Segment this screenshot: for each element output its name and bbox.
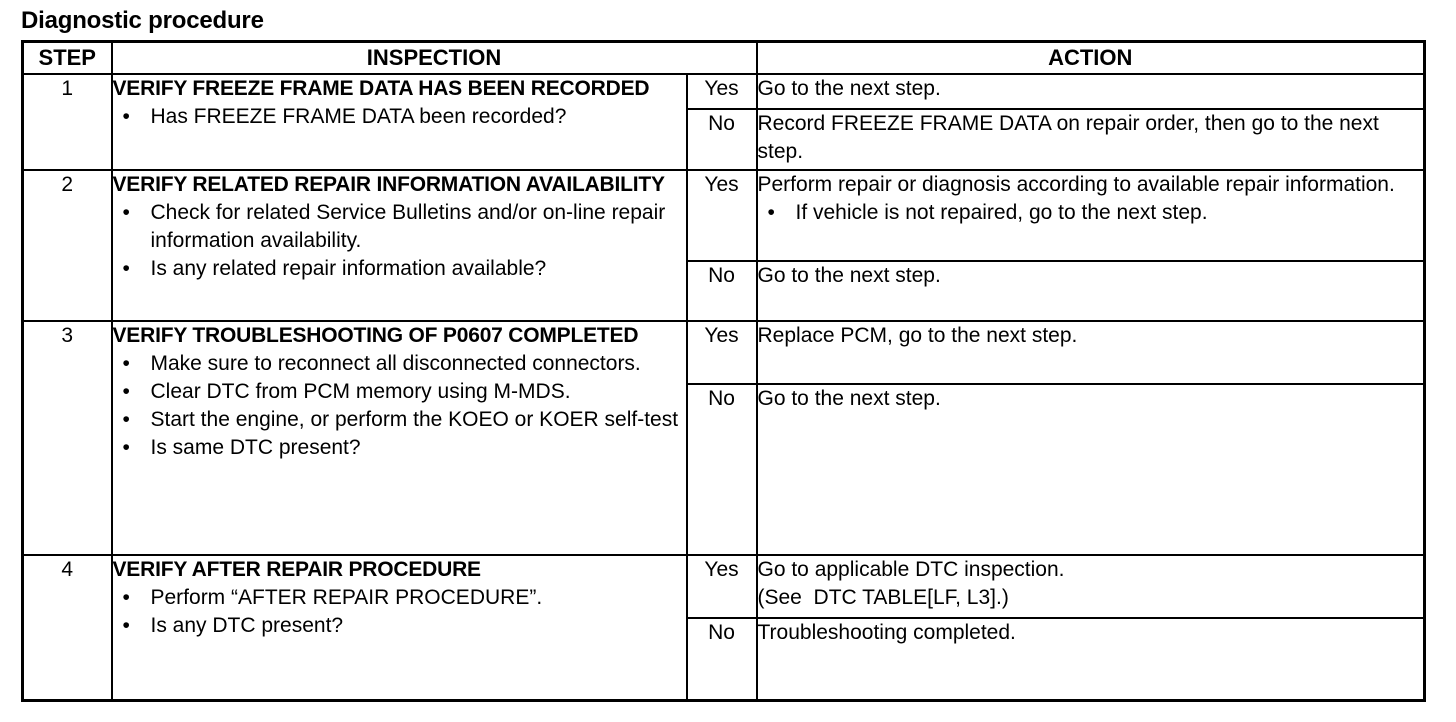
action-yes — [757, 170, 1425, 261]
inspection-heading: VERIFY RELATED REPAIR INFORMATION AVAILABILITY — [112, 172, 665, 196]
list-item: • Make sure to reconnect all disconnected connectors. — [113, 350, 686, 378]
action-no: Go to the next step. — [757, 261, 1425, 322]
action-yes: Replace PCM, go to the next step. — [757, 321, 1425, 384]
header-inspection: INSPECTION — [112, 42, 757, 75]
answer-yes: Yes — [687, 170, 757, 261]
table-row — [23, 170, 1425, 261]
action-yes: Go to the next step. — [757, 74, 1425, 109]
inspection-cell — [112, 74, 687, 170]
answer-no: No — [687, 618, 757, 701]
action-no: Record FREEZE FRAME DATA on repair order, then go to the next step. — [757, 109, 1425, 170]
header-row — [23, 42, 1425, 75]
answer-yes: Yes — [687, 74, 757, 109]
action-no: Troubleshooting completed. — [757, 618, 1425, 701]
answer-no: No — [687, 384, 757, 556]
step-number: 2 — [23, 170, 112, 321]
inspection-bullets — [113, 103, 686, 131]
step-number: 1 — [23, 74, 112, 170]
table-row — [23, 555, 1425, 618]
inspection-bullets — [113, 350, 686, 462]
action-reference: (See DTC TABLE[LF, L3].) — [757, 586, 1009, 610]
table-row — [23, 321, 1425, 384]
list-item: • Is any related repair information available? — [113, 255, 686, 283]
answer-yes: Yes — [687, 321, 757, 384]
step-number: 4 — [23, 555, 112, 700]
answer-no: No — [687, 261, 757, 322]
list-item: • Clear DTC from PCM memory using M-MDS. — [113, 378, 686, 406]
inspection-bullets — [113, 584, 686, 640]
inspection-heading: VERIFY FREEZE FRAME DATA HAS BEEN RECORDED — [112, 77, 650, 100]
step-number: 3 — [23, 321, 112, 555]
inspection-heading: VERIFY AFTER REPAIR PROCEDURE — [112, 558, 481, 582]
list-item: • If vehicle is not repaired, go to the next step. — [758, 199, 1424, 227]
answer-yes: Yes — [687, 555, 757, 618]
list-item: • Is any DTC present? — [113, 612, 686, 640]
page-title: Diagnostic procedure — [21, 7, 264, 34]
inspection-heading: VERIFY TROUBLESHOOTING OF P0607 COMPLETED — [112, 324, 639, 348]
action-text: Perform repair or diagnosis according to available repair information. — [757, 172, 1395, 196]
diagnostic-procedure-table — [21, 40, 1426, 702]
action-bullets — [758, 199, 1424, 227]
action-no: Go to the next step. — [757, 384, 1425, 556]
list-item: • Start the engine, or perform the KOEO or KOER self-test — [113, 406, 686, 434]
inspection-cell — [112, 321, 687, 555]
table-row — [23, 74, 1425, 109]
list-item: • Perform “AFTER REPAIR PROCEDURE”. — [113, 584, 686, 612]
answer-no: No — [687, 109, 757, 170]
action-text: Go to applicable DTC inspection. — [757, 558, 1065, 582]
header-action: ACTION — [757, 42, 1425, 75]
list-item: • Has FREEZE FRAME DATA been recorded? — [113, 103, 686, 131]
inspection-bullets — [113, 199, 686, 283]
inspection-cell — [112, 555, 687, 700]
inspection-cell — [112, 170, 687, 321]
action-yes — [757, 555, 1425, 618]
list-item: • Is same DTC present? — [113, 434, 686, 462]
header-step: STEP — [23, 42, 112, 75]
list-item: • Check for related Service Bulletins and/or on-line repair information availability. — [113, 199, 686, 255]
